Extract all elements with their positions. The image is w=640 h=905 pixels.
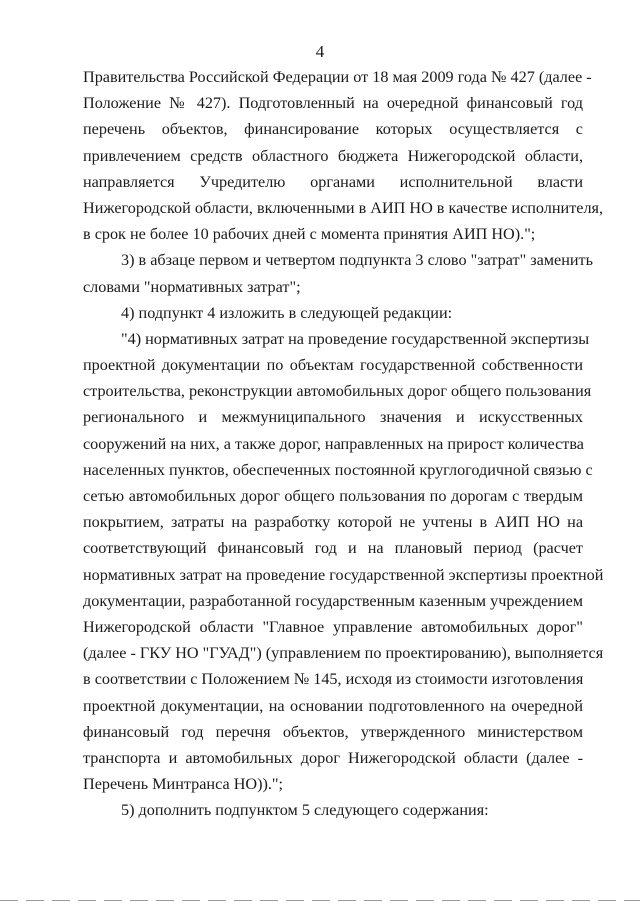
text-line: регионального и межмуниципального значения и искусственных: [83, 408, 583, 427]
text-line: 4) подпункт 4 изложить в следующей редакции:: [121, 303, 453, 322]
document-body: [83, 64, 604, 823]
text-line: перечень объектов, финансирование которых осуществляется с: [83, 120, 583, 139]
text-line: строительства, реконструкции автомобильных дорог общего пользования: [83, 382, 592, 401]
text-line: Нижегородской области, включенными в АИП НО в качестве исполнителя,: [83, 198, 604, 217]
text-line: 3) в абзаце первом и четвертом подпункта 3 слово "затрат" заменить: [121, 251, 594, 270]
text-line: документации, разработанной государственным казенным учреждением: [83, 591, 583, 610]
text-line: нормативных затрат на проведение государственной экспертизы проектной: [83, 565, 604, 584]
text-line: 5) дополнить подпунктом 5 следующего содержания:: [121, 801, 489, 820]
text-line: проектной документации, на основании подготовленного на очередной: [83, 696, 583, 715]
text-line: Положение № 427). Подготовленный на очередной финансовый год: [83, 94, 583, 113]
text-line: Нижегородской области "Главное управление автомобильных дорог": [83, 617, 583, 636]
page-number: 4: [315, 42, 325, 61]
text-line: покрытием, затраты на разработку которой не учтены в АИП НО на: [83, 513, 583, 532]
text-line: словами "нормативных затрат";: [83, 277, 301, 296]
text-line: направляется Учредителю органами исполнительной власти: [83, 172, 583, 191]
text-line: населенных пунктов, обеспеченных постоянной круглогодичной связью с: [83, 460, 593, 479]
text-line: финансовый год перечня объектов, утвержденного министерством: [83, 722, 583, 741]
text-line: (далее - ГКУ НО "ГУАД") (управлением по проектированию), выполняется: [83, 644, 604, 663]
text-line: привлечением средств областного бюджета Нижегородской области,: [83, 146, 583, 165]
text-line: проектной документации по объектам государственной собственности: [83, 356, 583, 375]
text-line: транспорта и автомобильных дорог Нижегородской области (далее -: [83, 748, 583, 767]
text-line: Перечень Минтранса НО)).";: [83, 775, 284, 794]
scan-edge-mark: [0, 900, 640, 901]
text-line: сооружений на них, а также дорог, направленных на прирост количества: [83, 434, 584, 453]
text-line: "4) нормативных затрат на проведение государственной экспертизы: [121, 329, 590, 348]
text-line: сетью автомобильных дорог общего пользования по дорогам с твердым: [83, 487, 583, 505]
text-line: Правительства Российской Федерации от 18 мая 2009 года № 427 (далее -: [83, 68, 592, 86]
text-line: в соответствии с Положением № 145, исходя из стоимости изготовления: [83, 670, 584, 689]
text-line: соответствующий финансовый год и на плановый период (расчет: [83, 539, 583, 558]
text-line: в срок не более 10 рабочих дней с момента принятия АИП НО).";: [83, 225, 536, 244]
